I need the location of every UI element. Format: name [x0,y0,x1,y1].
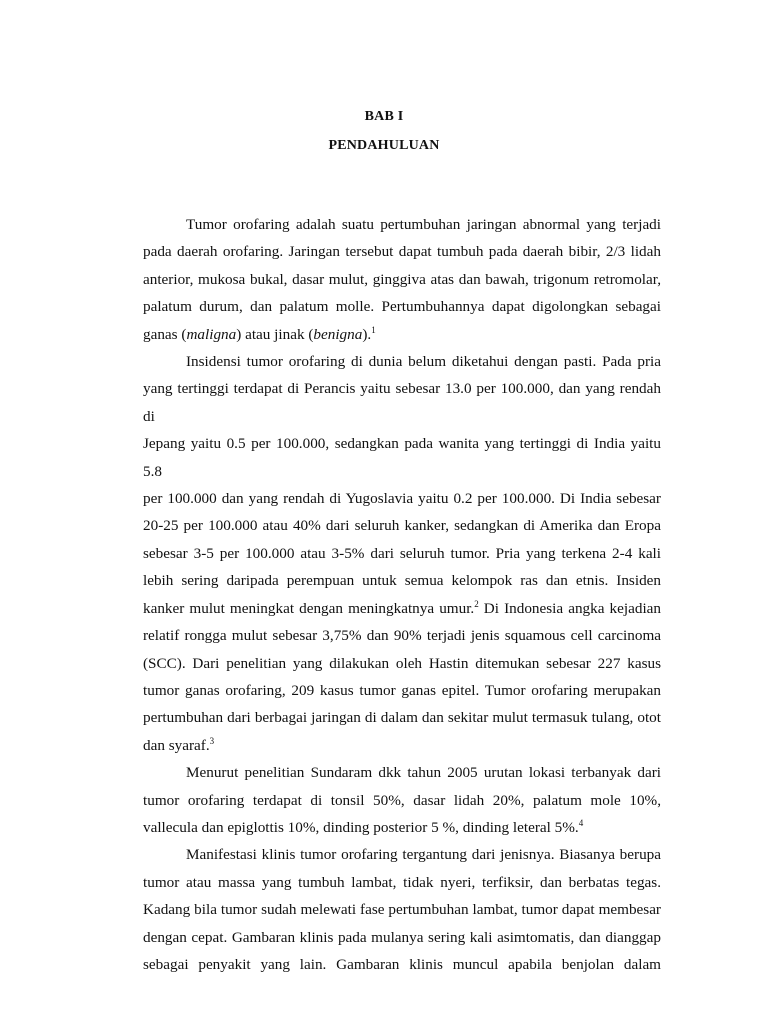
text-line: tumor atau massa yang tumbuh lambat, tidak nyeri, terfiksir, dan berbatas tegas. [143,873,661,891]
paragraph-4 [143,841,661,978]
citation-ref: 3 [209,735,215,746]
text-line: dengan cepat. Gambaran klinis pada mulanya sering kali asimtomatis, dan dianggap [143,928,661,946]
text-line: lebih sering daripada perempuan untuk semua kelompok ras dan etnis. Insiden [143,572,661,590]
term-benigna: benigna [313,325,363,343]
text-line: pertumbuhan dari berbagai jaringan di dalam dan sekitar mulut termasuk tulang, otot [143,709,661,727]
text-line: ganas (maligna) atau jinak (benigna).$^1$ [143,324,376,343]
text-line: tumor ganas orofaring, 209 kasus tumor ganas epitel. Tumor orofaring merupakan [143,681,661,699]
text-line: sebagai penyakit yang lain. Gambaran klinis muncul apabila benjolan dalam [143,955,661,973]
text-line: (SCC). Dari penelitian yang dilakukan oleh Hastin ditemukan sebesar 227 kasus [143,654,661,672]
chapter-number: BAB I [364,109,404,124]
citation-ref: 4 [578,817,584,828]
text-line: Manifestasi klinis tumor orofaring tergantung dari jenisnya. Biasanya berupa [186,846,661,864]
text-line: Insidensi tumor orofaring di dunia belum diketahui dengan pasti. Pada pria [186,353,661,371]
text-line: sebesar 3-5 per 100.000 atau 3-5% dari seluruh tumor. Pria yang terkena 2-4 kali [143,544,661,562]
text-line: pada daerah orofaring. Jaringan tersebut dapat tumbuh pada daerah bibir, 2/3 lidah [143,243,661,261]
text-line: 20-25 per 100.000 atau 40% dari seluruh kanker, sedangkan di Amerika dan Eropa [143,517,661,535]
text-line: Jepang yaitu 0.5 per 100.000, sedangkan pada wanita yang tertinggi di India yaitu 5.8 [143,435,661,480]
citation-ref: 1 [371,324,376,335]
text-line: Menurut penelitian Sundaram dkk tahun 2005 urutan lokasi terbanyak dari [186,764,661,782]
text-line: relatif rongga mulut sebesar 3,75% dan 90% terjadi jenis squamous cell carcinoma [143,627,661,645]
paragraph-1 [143,211,661,348]
text-line: dan syaraf.$^3$ [143,735,215,754]
citation-ref: 2 [474,598,479,609]
body-text [143,211,661,978]
text-line: Tumor orofaring adalah suatu pertumbuhan jaringan abnormal yang terjadi [186,216,661,233]
term-maligna: maligna [186,325,237,343]
text-line: vallecula dan epiglottis 10%, dinding posterior 5 %, dinding leteral 5%.$^4$ [143,817,584,836]
text-line: palatum durum, dan palatum molle. Pertumbuhannya dapat digolongkan sebagai [143,298,661,316]
paragraph-2 [143,348,661,759]
text-line: anterior, mukosa bukal, dasar mulut, ginggiva atas dan bawah, trigonum retromolar, [143,270,661,288]
text-line: per 100.000 dan yang rendah di Yugoslavia yaitu 0.2 per 100.000. Di India sebesar [143,490,661,508]
chapter-title: PENDAHULUAN [328,138,440,153]
text-line: yang tertinggi terdapat di Perancis yaitu sebesar 13.0 per 100.000, dan yang rendah di [143,380,661,425]
paragraph-3 [143,759,661,841]
text-line: Kadang bila tumor sudah melewati fase pertumbuhan lambat, tumor dapat membesar [143,901,661,919]
text-line: tumor orofaring terdapat di tonsil 50%, dasar lidah 20%, palatum mole 10%, [143,791,661,809]
text-line: kanker mulut meningkat dengan meningkatnya umur.$^2$ Di Indonesia angka kejadian [143,598,661,617]
